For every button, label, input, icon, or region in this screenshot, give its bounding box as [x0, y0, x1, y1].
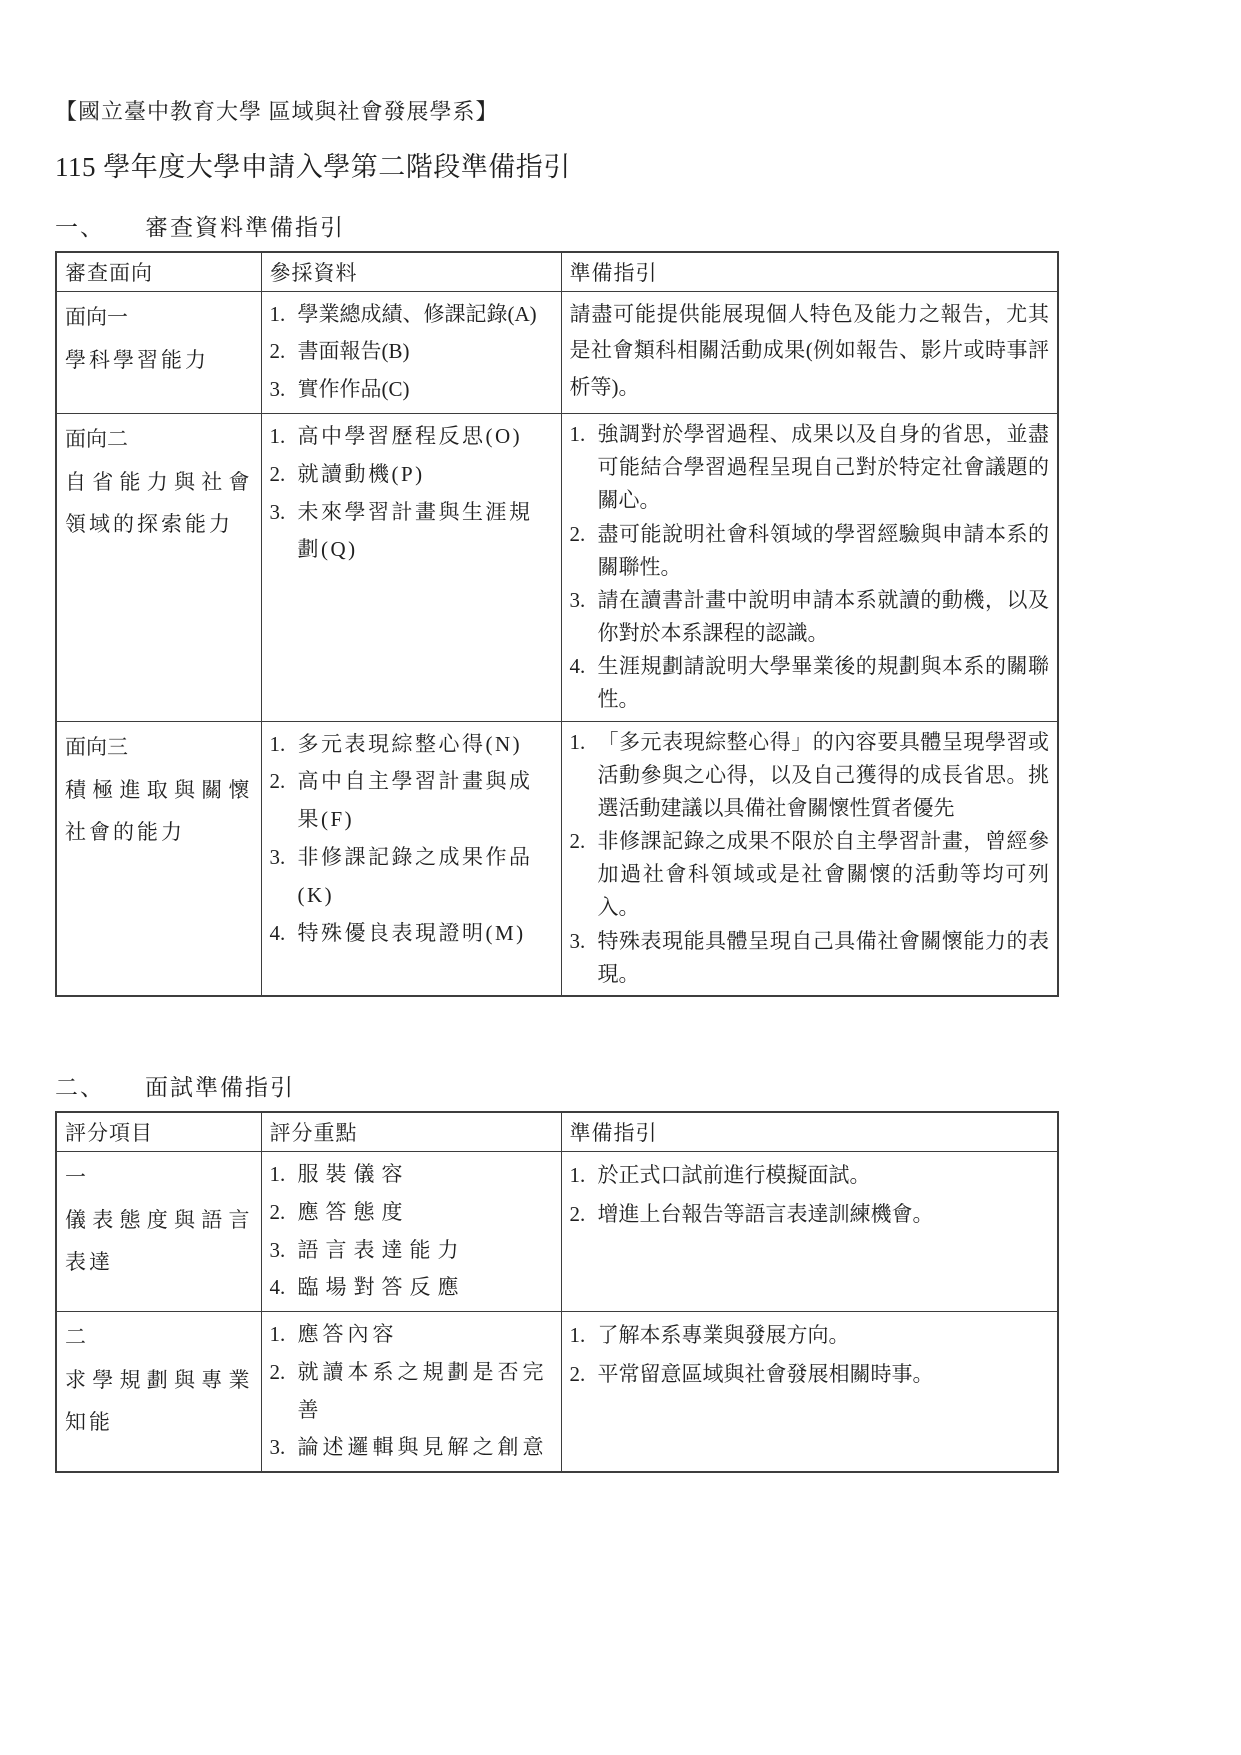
header-cell-aspect: 審查面向: [56, 252, 261, 292]
list-item: 1. 多元表現綜整心得(N): [269, 731, 523, 756]
table-row: [56, 413, 1058, 721]
list-item: 1. 高中學習歷程反思(O): [269, 423, 523, 448]
list-item: 2. 就讀動機(P): [269, 461, 425, 486]
table-row: [56, 721, 1058, 996]
table-header-row: [56, 252, 1058, 292]
aspect-description: 積極進取與關懷社會的能力: [65, 777, 253, 844]
list-item: 2. 高中自主學習計畫與成果(F): [269, 769, 533, 832]
list-item: 4. 特殊優良表現證明(M): [269, 920, 526, 945]
section1-number: 一、: [55, 214, 105, 240]
guide-item: 1. 了解本系專業與發展方向。: [569, 1323, 850, 1348]
list-item: 4. 臨場對答反應: [269, 1275, 466, 1300]
points-cell: [261, 1151, 561, 1311]
list-item: 1. 服裝儀容: [269, 1161, 410, 1186]
list-item: 2. 應答態度: [269, 1199, 410, 1224]
criteria-number: 二: [65, 1325, 86, 1350]
criteria-cell: [56, 1312, 261, 1473]
list-item: 3. 未來學習計畫與生涯規劃(Q): [269, 499, 533, 562]
section2-heading: [55, 1069, 1059, 1102]
table-row: [56, 1312, 1058, 1473]
list-item: 3. 語言表達能力: [269, 1237, 466, 1262]
review-materials-table: [55, 251, 1059, 997]
page-title: 115 學年度大學申請入學第二階段準備指引: [55, 151, 571, 182]
list-item: 2. 就讀本系之規劃是否完善: [269, 1359, 548, 1422]
guide-item: 1. 「多元表現綜整心得」的內容要具體呈現學習或活動參與之心得，以及自己獲得的成長省思。挑選活動建議以具備社會關懷性質者優先: [569, 729, 1049, 820]
guide-item: 4. 生涯規劃請說明大學畢業後的規劃與本系的關聯性。: [569, 654, 1049, 712]
table-row: [56, 1151, 1058, 1311]
guide-item: 2. 盡可能說明社會科領域的學習經驗與申請本系的關聯性。: [569, 521, 1049, 579]
guide-item: 3. 請在讀書計畫中說明申請本系就讀的動機，以及你對於本系課程的認識。: [569, 587, 1049, 646]
section1-heading: [55, 209, 1059, 242]
list-item: 3. 實作作品(C): [269, 377, 410, 402]
header-cell-points: 評分重點: [261, 1112, 561, 1152]
aspect-description: 學科學習能力: [65, 347, 209, 372]
interview-guide-table: [55, 1111, 1059, 1473]
list-item: 3. 非修課記錄之成果作品(K): [269, 844, 533, 907]
guide-cell: [561, 1312, 1058, 1473]
guide-item: 1. 於正式口試前進行模擬面試。: [569, 1162, 871, 1187]
aspect-description: 自省能力與社會領域的探索能力: [65, 470, 253, 537]
points-cell: [261, 1312, 561, 1473]
section2-title: 面試準備指引: [145, 1074, 295, 1100]
aspect-cell: [56, 721, 261, 996]
aspect-cell: [56, 413, 261, 721]
guide-paragraph: 請盡可能提供能展現個人特色及能力之報告，尤其是社會類科相關活動成果(例如報告、影片或時事評析等)。: [569, 301, 1049, 400]
list-item: 3. 論述邏輯與見解之創意: [269, 1435, 548, 1460]
list-item: 1. 應答內容: [269, 1322, 398, 1347]
guide-item: 1. 強調對於學習過程、成果以及自身的省思，並盡可能結合學習過程呈現自己對於特定社會議題的關心。: [569, 421, 1049, 513]
criteria-description: 儀表態度與語言表達: [65, 1207, 253, 1274]
aspect-cell: [56, 291, 261, 413]
aspect-name: 面向一: [65, 304, 128, 329]
header-cell-guide: 準備指引: [561, 252, 1058, 292]
org-title: 【國立臺中教育大學 區域與社會發展學系】: [55, 99, 499, 124]
criteria-cell: [56, 1151, 261, 1311]
guide-cell: [561, 413, 1058, 721]
materials-cell: [261, 413, 561, 721]
table-header-row: [56, 1112, 1058, 1152]
guide-item: 2. 增進上台報告等語言表達訓練機會。: [569, 1201, 934, 1226]
criteria-description: 求學規劃與專業知能: [65, 1368, 253, 1435]
criteria-number: 一: [65, 1164, 86, 1189]
guide-cell: [561, 291, 1058, 413]
header-cell-materials: 參採資料: [261, 252, 561, 292]
document-page: [55, 0, 1059, 1473]
section2-number: 二、: [55, 1074, 105, 1100]
materials-cell: [261, 721, 561, 996]
guide-item: 2. 非修課記錄之成果不限於自主學習計畫，曾經參加過社會科領域或是社會關懷的活動等均可列入。: [569, 829, 1049, 920]
materials-cell: [261, 291, 561, 413]
table-row: [56, 291, 1058, 413]
header-cell-criteria: 評分項目: [56, 1112, 261, 1152]
guide-cell: [561, 721, 1058, 996]
header-cell-guide: 準備指引: [561, 1112, 1058, 1152]
guide-cell: [561, 1151, 1058, 1311]
guide-item: 2. 平常留意區域與社會發展相關時事。: [569, 1361, 934, 1386]
aspect-name: 面向二: [65, 426, 128, 451]
guide-item: 3. 特殊表現能具體呈現自己具備社會關懷能力的表現。: [569, 928, 1049, 986]
section1-title: 審查資料準備指引: [145, 214, 345, 240]
list-item: 1. 學業總成績、修課記錄(A): [269, 301, 537, 326]
aspect-name: 面向三: [65, 734, 128, 759]
list-item: 2. 書面報告(B): [269, 339, 410, 364]
